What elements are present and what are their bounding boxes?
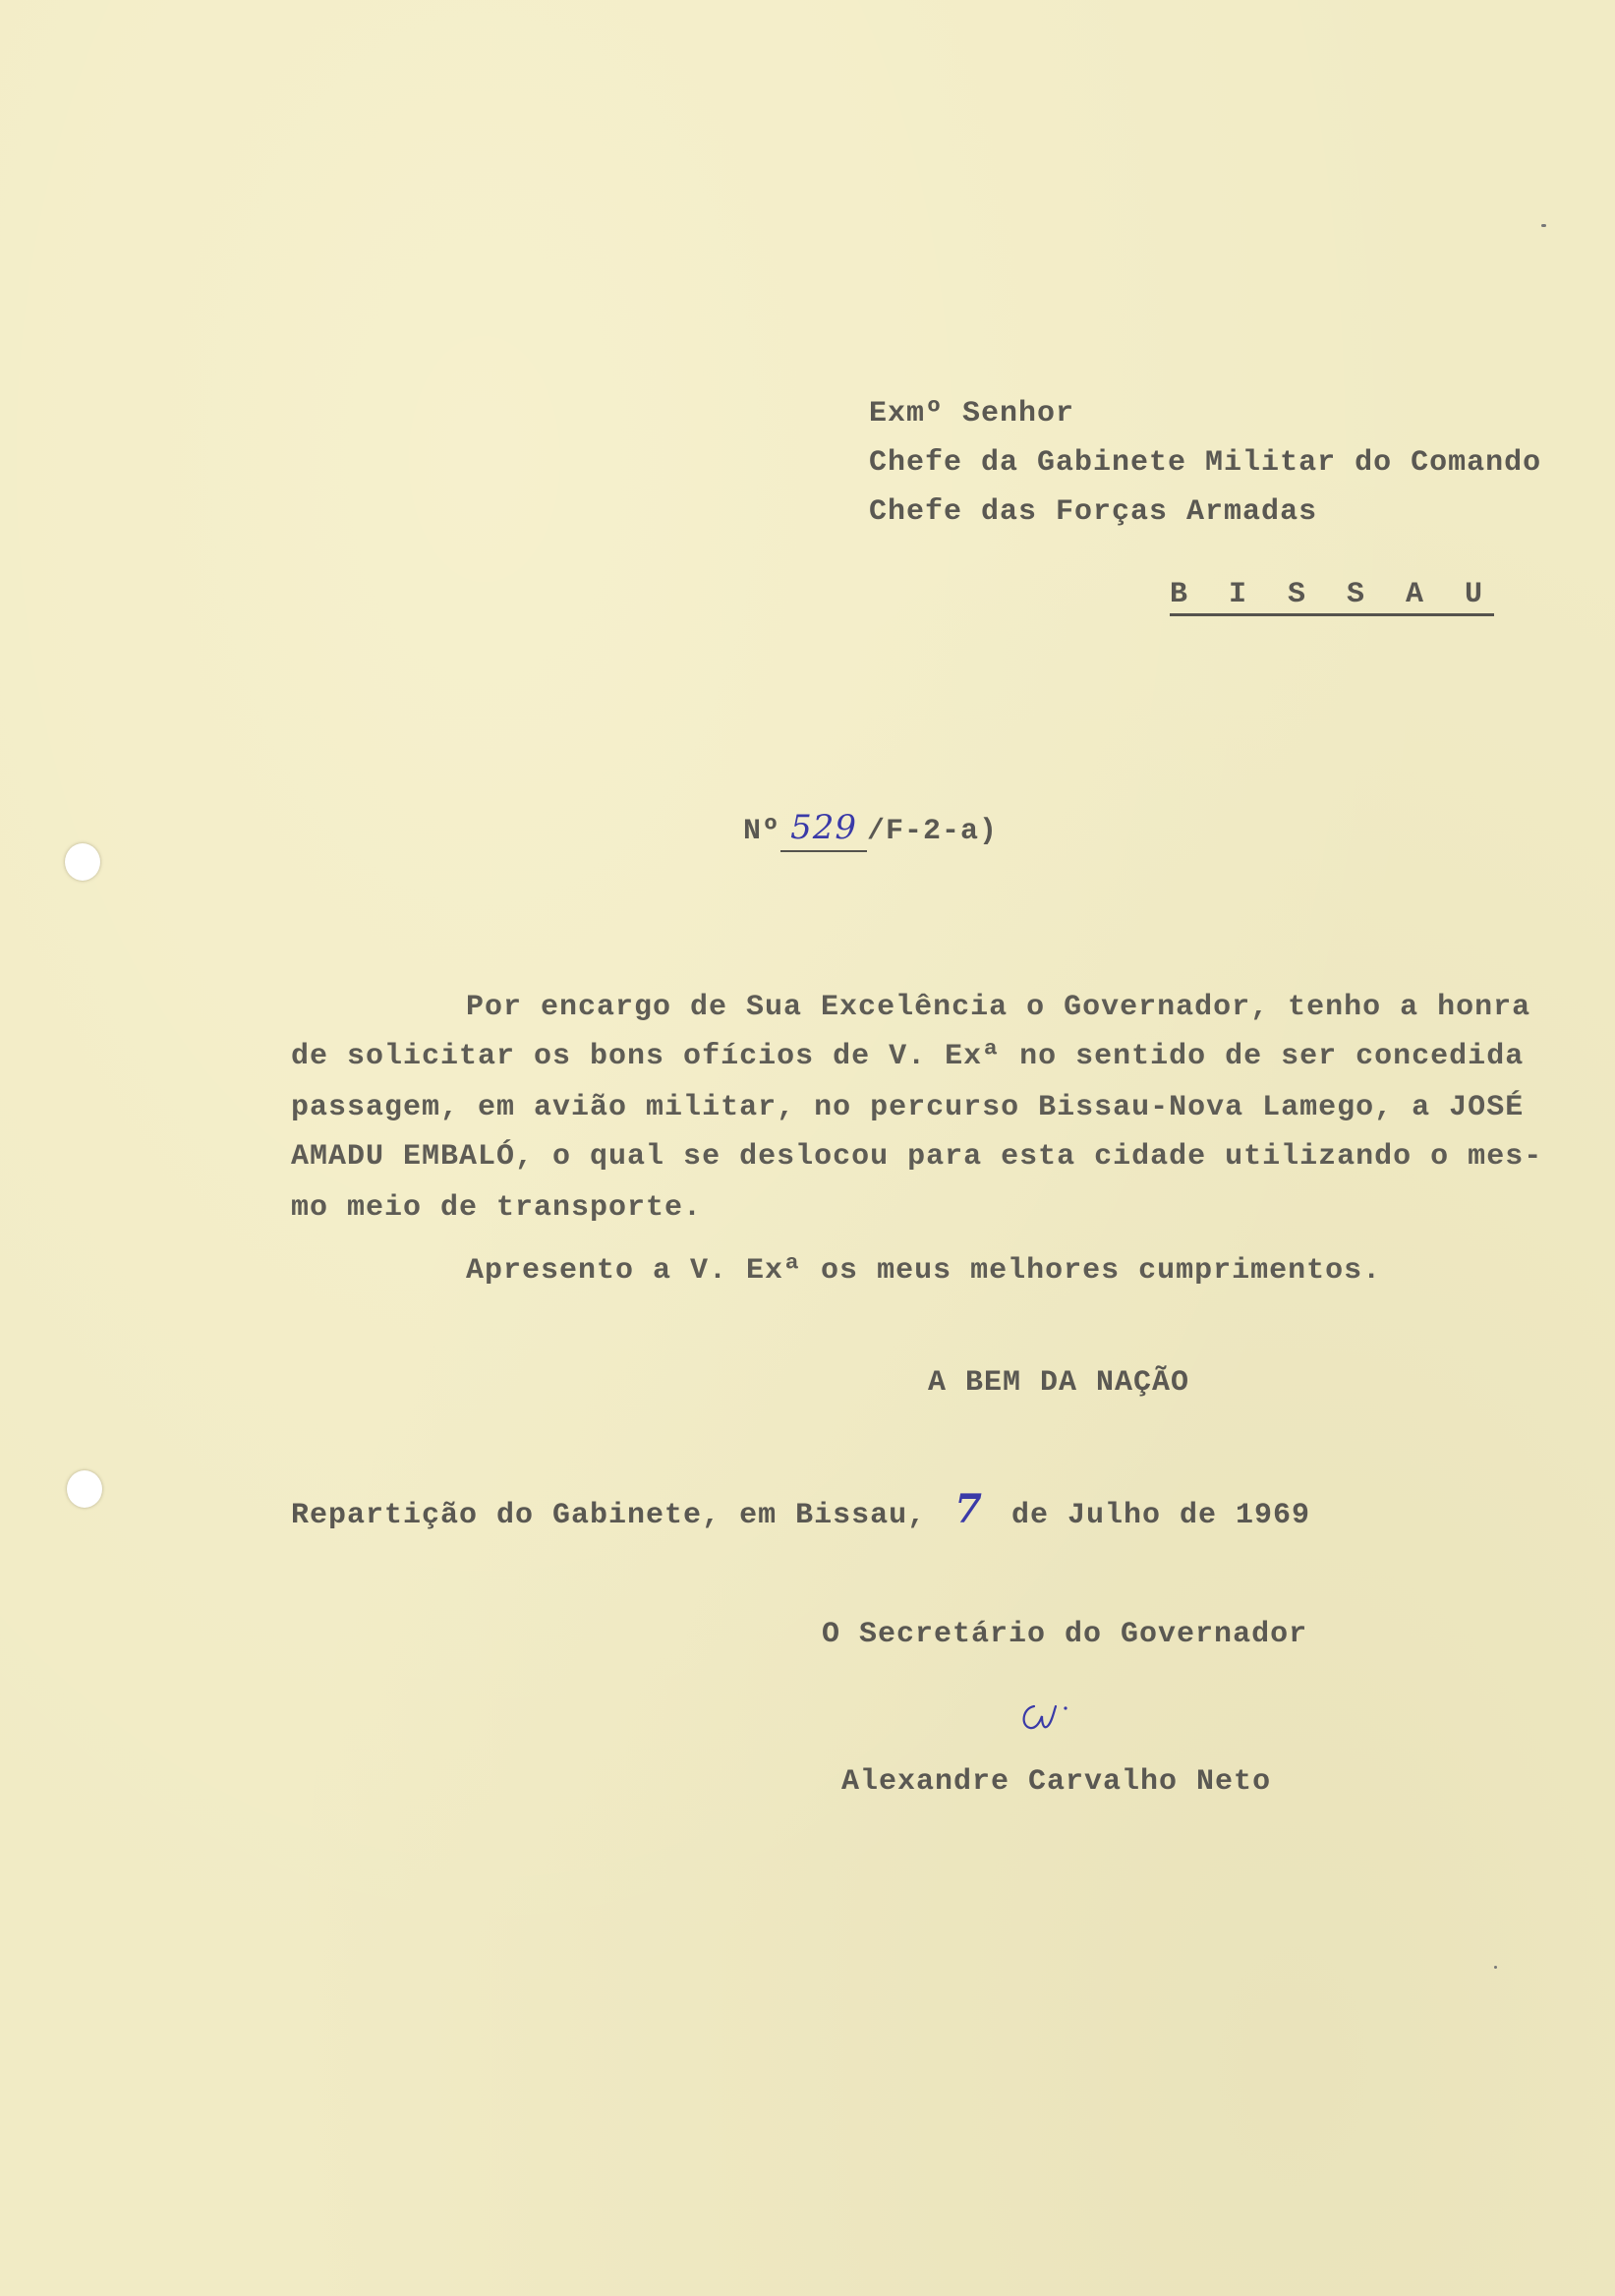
punch-hole-bottom — [67, 1470, 102, 1508]
place-date-prefix: Repartição do Gabinete, em Bissau, — [291, 1499, 927, 1532]
addressee-line-1: Chefe da Gabinete Militar do Comando — [869, 446, 1542, 480]
closing-motto: A BEM DA NAÇÃO — [928, 1366, 1190, 1400]
body-paragraph-2: Apresento a V. Exª os meus melhores cumprimentos. — [466, 1254, 1382, 1288]
signatory-name: Alexandre Carvalho Neto — [841, 1765, 1272, 1799]
paper-speck — [1541, 224, 1546, 227]
reference-number-field — [780, 808, 867, 852]
body-line-5: mo meio de transporte. — [291, 1191, 703, 1225]
reference-suffix: /F-2-a) — [867, 815, 999, 848]
body-line-2: de solicitar os bons ofícios de V. Exª no sentido de ser concedida — [291, 1040, 1525, 1073]
place-date-line — [291, 1486, 1310, 1532]
signatory-title: O Secretário do Governador — [822, 1618, 1308, 1651]
body-line-1: Por encargo de Sua Excelência o Governador, tenho a honra — [466, 991, 1531, 1024]
signature-initials — [1012, 1693, 1081, 1742]
body-line-3: passagem, em avião militar, no percurso Bissau-Nova Lamego, a JOSÉ — [291, 1091, 1525, 1124]
reference-prefix: Nº — [743, 815, 781, 848]
punch-hole-top — [65, 843, 100, 881]
date-day-handwritten: 7 — [954, 1486, 983, 1532]
body-line-4: AMADU EMBALÓ, o qual se deslocou para esta cidade utilizando o mes- — [291, 1140, 1543, 1174]
paper-speck — [1494, 1966, 1497, 1969]
addressee-city — [1170, 578, 1494, 611]
reference-number — [743, 808, 998, 852]
reference-handwritten-number: 529 — [790, 808, 857, 847]
place-date-suffix: de Julho de 1969 — [1010, 1499, 1311, 1532]
addressee-line-2: Chefe das Forças Armadas — [869, 495, 1318, 529]
addressee-salutation: Exmº Senhor — [869, 397, 1075, 430]
addressee-city-text: B I S S A U — [1170, 578, 1494, 616]
